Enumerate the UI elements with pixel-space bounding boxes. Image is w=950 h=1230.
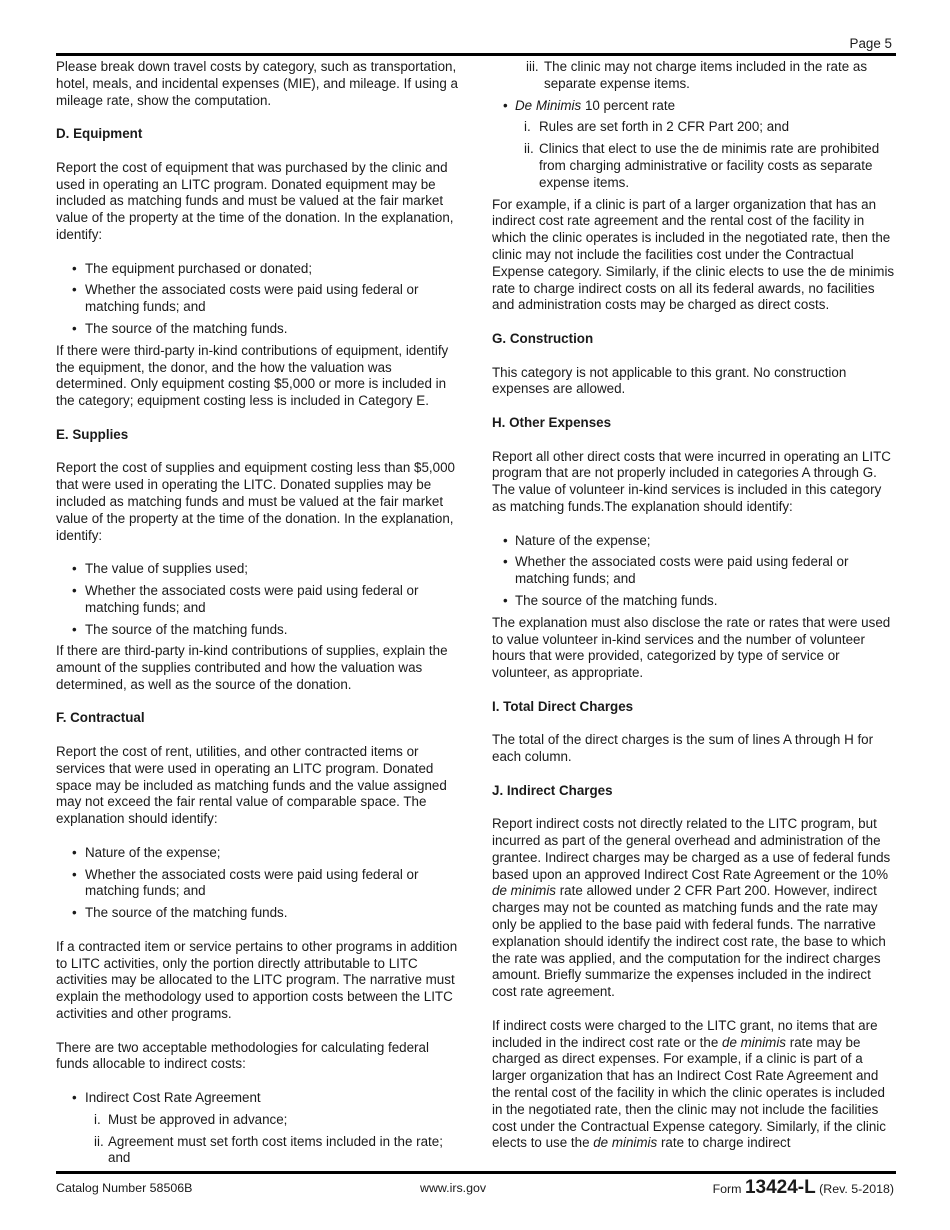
other-expenses-paragraph-2: The explanation must also disclose the rate or rates that were used to value volunteer in-kind services and the number of volunteer hours that were provided, categorized by type of service or volunteer, as appropriate. — [492, 614, 891, 681]
italic-run: de minimis — [492, 883, 556, 899]
list-item: • Nature of the expense; — [56, 845, 461, 862]
form-id — [712, 1177, 894, 1198]
list-item: • Whether the associated costs were paid using federal or matching funds; and — [492, 554, 897, 588]
other-expenses-list — [492, 533, 897, 610]
left-column — [56, 59, 461, 1172]
de-minimis-list — [492, 98, 897, 115]
indirect-charges-heading: J. Indirect Charges — [492, 782, 613, 798]
list-item: • The source of the matching funds. — [56, 905, 461, 922]
sub-item-marker: ii. — [94, 1133, 104, 1149]
contractual-paragraph-3: There are two acceptable methodologies for calculating federal funds allocable to indirect costs: — [56, 1039, 429, 1072]
form-revision: (Rev. 5-2018) — [815, 1182, 894, 1196]
supplies-paragraph-2: If there are third-party in-kind contributions of supplies, explain the amount of the supplies contributed and how the valuation was determined, as well as the source of the donation. — [56, 643, 448, 692]
contractual-list — [56, 845, 461, 922]
list-item: • Whether the associated costs were paid using federal or matching funds; and — [56, 867, 461, 901]
contractual-paragraph-2: If a contracted item or service pertains to other programs in addition to LITC activities, only the portion directly attributable to LITC activities may be allocated to the LITC program. The narrative must explain the methodology used to apportion costs between the LITC activities and other programs. — [56, 938, 458, 1022]
indirect-charges-paragraph — [492, 816, 897, 1001]
italic-run: de minimis — [722, 1034, 787, 1050]
list-item: • The source of the matching funds. — [492, 593, 897, 610]
sub-item-text: The clinic may not charge items included in the rate as separate expense items. — [544, 59, 868, 91]
de-minimis-rate: 10 percent rate — [581, 97, 676, 113]
other-expenses-paragraph: Report all other direct costs that were incurred in operating an LITC program that are not properly included in categories A through G. The value of volunteer in-kind services is included in this category as matching funds.The explanation should identify: — [492, 448, 891, 514]
sub-item — [56, 1112, 461, 1129]
website-link[interactable]: www.irs.gov — [420, 1181, 487, 1195]
equipment-list — [56, 261, 461, 338]
sub-item — [492, 141, 897, 191]
list-item — [492, 98, 897, 115]
list-item: • The equipment purchased or donated; — [56, 261, 461, 278]
sub-item-marker: iii. — [526, 59, 539, 74]
other-expenses-heading: H. Other Expenses — [492, 414, 612, 430]
list-item: • The source of the matching funds. — [56, 622, 461, 639]
text-run: rate allowed under 2 CFR Part 200. However, indirect charges may not be counted as matching funds and the rate may only be applied to the base paid with federal funds. The narrative explanation should identify the indirect cost rate, the base to which the rate was applied, and the computation for the indirect charges amount. Briefly summarize the expenses included in the indirect cost rate agreement. — [492, 883, 886, 1000]
sub-item-text: Agreement must set forth cost items included in the rate; and — [108, 1133, 443, 1166]
sub-item — [492, 59, 897, 93]
list-item: • Indirect Cost Rate Agreement — [56, 1090, 461, 1107]
bottom-rule — [56, 1171, 896, 1174]
equipment-heading: D. Equipment — [56, 126, 143, 142]
example-paragraph: For example, if a clinic is part of a larger organization that has an indirect cost rate agreement and the rental cost of the facility in which the clinic operates is included in the negotiated rate, then the clinic may not include the facilities cost under the Contractual Expense category. Similarly, if the clinic elects to use the de minimis rate to charge indirect costs on all its federal awards, no facilities and administration costs may be charged as direct costs. — [492, 196, 895, 313]
text-run: Report indirect costs not directly related to the LITC program, but incurred as part of the general overhead and administration of the grantee. Indirect charges may be charged as a use of federal funds based upon an approved Indirect Cost Rate Agreement or the 10% — [492, 816, 891, 882]
top-rule — [56, 53, 896, 56]
sub-item-marker: i. — [524, 119, 531, 135]
supplies-list — [56, 561, 461, 638]
text-run: rate to charge indirect — [657, 1135, 791, 1151]
list-item: • Whether the associated costs were paid using federal or matching funds; and — [56, 282, 461, 316]
construction-paragraph: This category is not applicable to this grant. No construction expenses are allowed. — [492, 364, 847, 397]
sub-item-text: Must be approved in advance; — [108, 1111, 288, 1127]
supplies-paragraph: Report the cost of supplies and equipment costing less than $5,000 that were used in operating the LITC. Donated supplies may be included as matching funds and must be valued at the fair market value of the property at the time of the donation. In the explanation, identify: — [56, 460, 455, 543]
text-run: If indirect costs were charged to the LITC grant, no items that are included in the indirect cost rate or the — [492, 1017, 878, 1050]
list-item: • The source of the matching funds. — [56, 321, 461, 338]
sub-item-text: Clinics that elect to use the de minimis rate are prohibited from charging administrative or facility costs as separate expense items. — [539, 141, 880, 190]
catalog-number: Catalog Number 58506B — [56, 1181, 193, 1195]
methodology-list — [56, 1090, 461, 1107]
sub-item — [56, 1134, 461, 1168]
sub-item-text: Rules are set forth in 2 CFR Part 200; and — [539, 119, 790, 135]
italic-run: de minimis — [593, 1135, 658, 1151]
total-direct-heading: I. Total Direct Charges — [492, 698, 634, 714]
list-item: • Whether the associated costs were paid using federal or matching funds; and — [56, 583, 461, 617]
equipment-paragraph-2: If there were third-party in-kind contributions of equipment, identify the equipment, the donor, and the how the valuation was determined. Only equipment costing $5,000 or more is included in the category; equipment costing less is included in Category E. — [56, 342, 449, 409]
indirect-charges-paragraph-2 — [492, 1018, 897, 1152]
text-run: rate may be charged as direct expenses. For example, if a clinic is part of a larger organization that has an Indirect Cost Rate Agreement and the rental cost of the facility in which the clinic operates is included in the negotiated rate, then the clinic may not include the facilities cost under the Contractual Expense category. Similarly, if the clinic elects to use the — [492, 1034, 886, 1151]
page-number: Page 5 — [849, 36, 892, 51]
contractual-paragraph: Report the cost of rent, utilities, and other contracted items or services that were used in operating an LITC program. Donated space may be included as matching funds and the value assigned may not exceed the fair rental value of comparable space. The explanation should identify: — [56, 744, 447, 827]
total-direct-paragraph: The total of the direct charges is the sum of lines A through H for each column. — [492, 732, 874, 765]
equipment-paragraph: Report the cost of equipment that was purchased by the clinic and used in operating an LITC program. Donated equipment may be included as matching funds and must be valued at the fair market value of the property at the time of the donation. In the explanation, identify: — [56, 159, 454, 242]
sub-item-marker: ii. — [524, 141, 534, 157]
list-item: • The value of supplies used; — [56, 561, 461, 578]
sub-item-marker: i. — [94, 1111, 101, 1127]
supplies-heading: E. Supplies — [56, 426, 129, 442]
travel-intro: Please break down travel costs by category, such as transportation, hotel, meals, and incidental expenses (MIE), and mileage. If using a mileage rate, show the computation. — [56, 59, 458, 108]
form-prefix: Form — [712, 1182, 745, 1196]
right-column — [492, 59, 897, 1152]
sub-item — [492, 119, 897, 136]
construction-heading: G. Construction — [492, 330, 594, 346]
contractual-heading: F. Contractual — [56, 710, 145, 726]
list-item: • Nature of the expense; — [492, 533, 897, 550]
de-minimis-label: De Minimis — [515, 97, 582, 113]
form-number: 13424-L — [744, 1177, 816, 1198]
